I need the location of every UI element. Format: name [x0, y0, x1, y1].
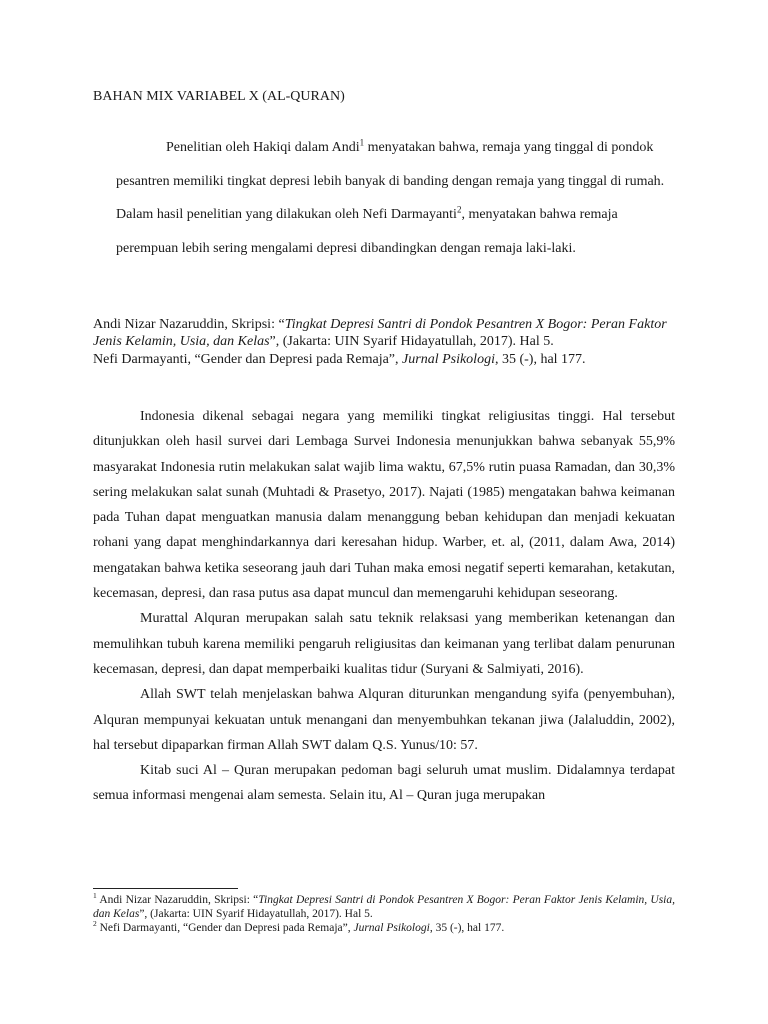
intro-text-part3: , menyatakan bahwa remaja perempuan lebih sering mengalami depresi dibandingkan dengan remaja laki-laki.: [116, 207, 618, 256]
footnote-separator: [93, 888, 238, 889]
document-heading: BAHAN MIX VARIABEL X (AL-QURAN): [93, 89, 345, 104]
body-text: [93, 404, 675, 809]
inline-notes: [93, 316, 675, 368]
inline-note-2-post: , 35 (-), hal 177.: [494, 352, 586, 367]
footnote-1-title: Tingkat Depresi Santri di Pondok Pesantren X Bogor: Peran Faktor Jenis Kelamin, Usia, dan Kelas: [93, 894, 675, 920]
footnote-ref-1[interactable]: 1: [359, 137, 365, 148]
footnote-1-pre: Andi Nizar Nazaruddin, Skripsi: “: [96, 894, 259, 906]
intro-text-part2: menyatakan bahwa, remaja yang tinggal di pondok pesantren memiliki tingkat depresi lebih banyak di banding dengan remaja yang tinggal di rumah. Dalam hasil penelitian yang dilakukan oleh Nefi Darmayanti: [116, 140, 665, 222]
footnote-2: [93, 921, 675, 935]
footnote-1: [93, 893, 675, 921]
inline-note-2: [93, 351, 675, 368]
inline-note-1-pre: Andi Nizar Nazaruddin, Skripsi: “: [93, 317, 285, 332]
footnote-2-title: Jurnal Psikologi: [353, 922, 430, 934]
footnote-2-post: , 35 (-), hal 177.: [429, 922, 505, 934]
footnote-2-pre: Nefi Darmayanti, “Gender dan Depresi pada Remaja”,: [96, 922, 354, 934]
body-paragraph-3: Allah SWT telah menjelaskan bahwa Alquran diturunkan mengandung syifa (penyembuhan), Alquran mempunyai kekuatan untuk menangani dan menyembuhkan tekanan jiwa (Jalaluddin, 2002), hal tersebut dipaparkan firman Allah SWT dalam Q.S. Yunus/10: 57.: [93, 687, 675, 753]
inline-note-1: [93, 316, 675, 350]
inline-note-2-title: Jurnal Psikologi: [402, 352, 495, 367]
footnote-2-number: 2: [93, 919, 97, 929]
body-paragraph-4: Kitab suci Al – Quran merupakan pedoman bagi seluruh umat muslim. Didalamnya terdapat semua informasi mengenai alam semesta. Selain itu, Al – Quran juga merupakan: [93, 763, 675, 804]
footnote-1-post: ”, (Jakarta: UIN Syarif Hidayatullah, 2017). Hal 5.: [139, 908, 373, 920]
body-paragraph-2: Murattal Alquran merupakan salah satu teknik relaksasi yang memberikan ketenangan dan memulihkan tubuh karena memiliki pengaruh religiusitas dan keimanan yang terlibat dalam penurunan kecemasan, depresi, dan dapat memperbaiki kualitas tidur (Suryani & Salmiyati, 2016).: [93, 611, 675, 677]
inline-note-1-title: Tingkat Depresi Santri di Pondok Pesantren X Bogor: Peran Faktor Jenis Kelamin, Usia, dan Kelas: [93, 317, 667, 349]
footnote-1-number: 1: [93, 891, 97, 901]
intro-paragraph: [116, 131, 676, 265]
footnote-ref-2[interactable]: 2: [456, 204, 462, 215]
inline-note-1-post: ”, (Jakarta: UIN Syarif Hidayatullah, 2017). Hal 5.: [269, 334, 554, 349]
body-paragraph-1: Indonesia dikenal sebagai negara yang memiliki tingkat religiusitas tinggi. Hal tersebut ditunjukkan oleh hasil survei dari Lembaga Survei Indonesia menunjukkan bahwa sebanyak 55,9% masyarakat Indonesia rutin melakukan salat wajib lima waktu, 67,5% rutin puasa Ramadan, dan 30,3% sering melakukan salat sunah (Muhtadi & Prasetyo, 2017). Najati (1985) mengatakan bahwa keimanan pada Tuhan dapat menguatkan manusia dalam menanggung beban kehidupan dan menjadi kekuatan rohani yang dapat menghindarkannya dari keresahan hidup. Warber, et. al, (2011, dalam Awa, 2014) mengatakan bahwa ketika seseorang jauh dari Tuhan maka emosi negatif seperti kemarahan, ketakutan, kecemasan, depresi, dan rasa putus asa dapat muncul dan memengaruhi kehidupan seseorang.: [93, 409, 675, 602]
footnotes: [93, 893, 675, 935]
intro-text-part1: Penelitian oleh Hakiqi dalam Andi: [166, 140, 360, 155]
inline-note-2-pre: Nefi Darmayanti, “Gender dan Depresi pada Remaja”,: [93, 352, 403, 367]
